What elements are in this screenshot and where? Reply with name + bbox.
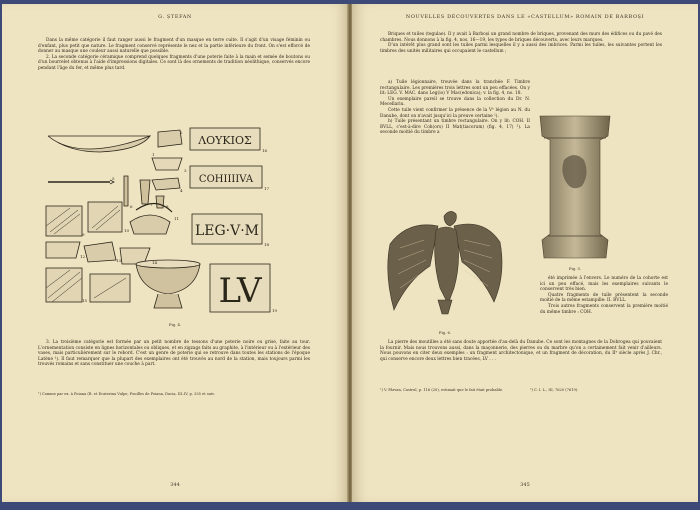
right-paragraph-3: a) Tuile légionnaire, trouvée dans la tranchée F. Timbre rectangulaire. Les premières trois lettres sont un peu effacées. On y lit: LEG. V. MAC. dans Leg(io) V Mac(edonica); v. la fig. 4, no. 18. [380, 80, 530, 97]
left-page [2, 4, 348, 502]
figure-4-plate [40, 122, 320, 318]
right-footnote-1: ¹) V. Pârvan, Castrul, p. 116 (20), estimait que le fait était probable. [380, 388, 504, 392]
figure-5-photo [534, 110, 616, 262]
fig-number: 10 [124, 228, 130, 233]
stamp-text-3: LEG·V·M [194, 223, 260, 239]
fig-number: 18 [264, 242, 270, 247]
stamp-text-2: COHIIIIVA [198, 174, 254, 185]
figure-6-photo [380, 196, 510, 328]
fig-number: 14 [152, 260, 158, 265]
fig-number: 5 [112, 176, 115, 181]
left-folio: 344 [170, 482, 180, 488]
right-body-left-column [380, 80, 530, 136]
left-paragraph-2: 2. La seconde catégorie céramique comprend quelques fragments d'une poterie faite à la main et semée de boutons ou d'un bourrelet obtenus à l'aide d'impressions digitales. Ce sont là des ornements de tradition néolithique, conservés encore pendant l'âge du fer, et même plus tard. [38, 54, 310, 71]
right-paragraph-4: Un exemplaire pareil se trouve dans la collection du Dr. N. Mecellariu. [380, 96, 530, 108]
fig-number: 4 [180, 188, 183, 193]
stamp-text-1: ΛΟΥΚΙΟΣ [198, 134, 252, 147]
left-paragraph-3: 3. La troisième catégorie est formée par un petit nombre de tessons d'une poterie noire ou grise, faite au tour. L'ornementation consiste en lignes horizontales ou obliques, et en zigzags faits au graphite, à l'intérieur ou à l'extérieur des vases, mais particulièrement sur le rebord. C'est un genre de poterie qui se retrouve dans toutes les stations de l'époque Latène ¹). Il faut remarquer que la plupart des exemplaires ont été trouvés au nord de la station, mais toujours parmi les trouvés romains et sans constituer une couche à part. [38, 340, 310, 368]
left-body-top [38, 38, 310, 72]
right-body-top [380, 32, 662, 54]
right-col-paragraph-1: été imprimée à l'envers. Le numéro de la cohorte est ici un peu effacé, mais les exemplaires suivants le conservent très bien. [540, 276, 668, 293]
figure-5-caption: Fig. 5. [568, 266, 582, 271]
fig-number: 12 [80, 254, 86, 259]
figure-6-caption: Fig. 6. [438, 330, 452, 335]
right-body-bottom [380, 340, 662, 362]
fig-number: 1 [152, 152, 155, 157]
footed-bowl-drawing [136, 264, 200, 294]
right-paragraph-2: D'un intérêt plus grand sont les tuiles parmi lesquelles il y a aussi des imbrices. Parmi les tuiles, les suivantes portent les timbres des unités militaires qui occupaient le castellum ; [380, 43, 662, 54]
right-paragraph-1: Briques et tuiles (tegulae). Il y avait à Barboși un grand nombre de briques, provenant des murs des édifices ou du pavé des chambres. Nous donnons à la fig. 4, nos. 16—19, les types de briques découverts, avec leurs marques. [380, 32, 662, 43]
right-paragraph-bottom: La pierre des moutilles a été sans doute apportée d'au-delà du Danube. Ce sont les montagnes de la Dobrogea qui pouvaient la fournir. Mais nous trouvons aussi, dans la maçonnerie, des pierres ou du marbre qu'on a certainement fait venir d'ailleurs. Nous pouvons en citer deux exemples : un fragment architectonique, et un fragment de décoration, du IIᵉ siècle après J. Chr., qui conserve encore deux lettres bien tracées, LV . . . [380, 340, 662, 362]
right-paragraph-5: Cette tuile vient confirmer la présence de la Vᵉ légion au N. du Danube, dont on n'avait jusqu'ici la preuve certaine ¹). [380, 107, 530, 119]
figure-4-caption: Fig. 4. [168, 322, 182, 327]
right-col-paragraph-2: Quatre fragments de tuile présentent la seconde moitié de la même estampille: II. BVLL. [540, 292, 668, 304]
bowl-fragment-drawing [48, 136, 150, 152]
fig-number: 3 [184, 168, 187, 173]
stamp-text-4: LV [218, 271, 262, 311]
fig-number: 6 [130, 204, 133, 209]
fig-number: 17 [264, 186, 270, 191]
left-paragraph-1: Dans la même catégorie il faut ranger aussi le fragment d'un masque en terre cuite. Il s'agit d'un visage féminin ou d'enfant, plus petit que nature. Le fragment conservé représente le nez et la partie inférieure du front. On s'est efforcé de donner au masque une couleur aussi naturelle que possible. [38, 38, 310, 55]
fig-number: 15 [82, 298, 88, 303]
left-running-head: G. ȘTEFAN [158, 14, 192, 20]
fig-number: 11 [174, 216, 180, 221]
right-paragraph-6: b) Tuile présentant un timbre rectangulaire. On y lit: COH. II BVLL, c'est-à-dire Coh(ors) II Mat(tiacorum) (fig. 4, 17) ²). La seconde moitié du timbre a [380, 119, 530, 136]
right-folio: 345 [520, 482, 530, 488]
fig-number: 8 [166, 204, 169, 209]
fig-number: 19 [272, 308, 278, 313]
right-footnote-2: ²) C. I. L., III, 7620 (7619). [530, 388, 579, 392]
fig-number: 9 [82, 232, 85, 237]
left-body-bottom [38, 340, 310, 368]
fig-number: 16 [262, 148, 268, 153]
right-page [352, 4, 698, 502]
fig-number: 13 [116, 258, 122, 263]
fig-number: 7 [150, 202, 153, 207]
left-footnote: ¹) Comme par ex. à Poiana (R. et Ecaterina Vulpe, Fouilles de Poiana, Dacia, III–IV, p. 255 et suiv. [38, 392, 215, 396]
right-col-paragraph-3: Trois autres fragments conservent la première moitié du même timbre : COH. [540, 303, 668, 315]
right-running-head: NOUVELLES DÉCOUVERTES DANS LE «CASTELLUM» ROMAIN DE BARBOȘI [405, 14, 645, 20]
right-body-right-column [540, 276, 668, 315]
fig-number: 2 [180, 130, 183, 135]
